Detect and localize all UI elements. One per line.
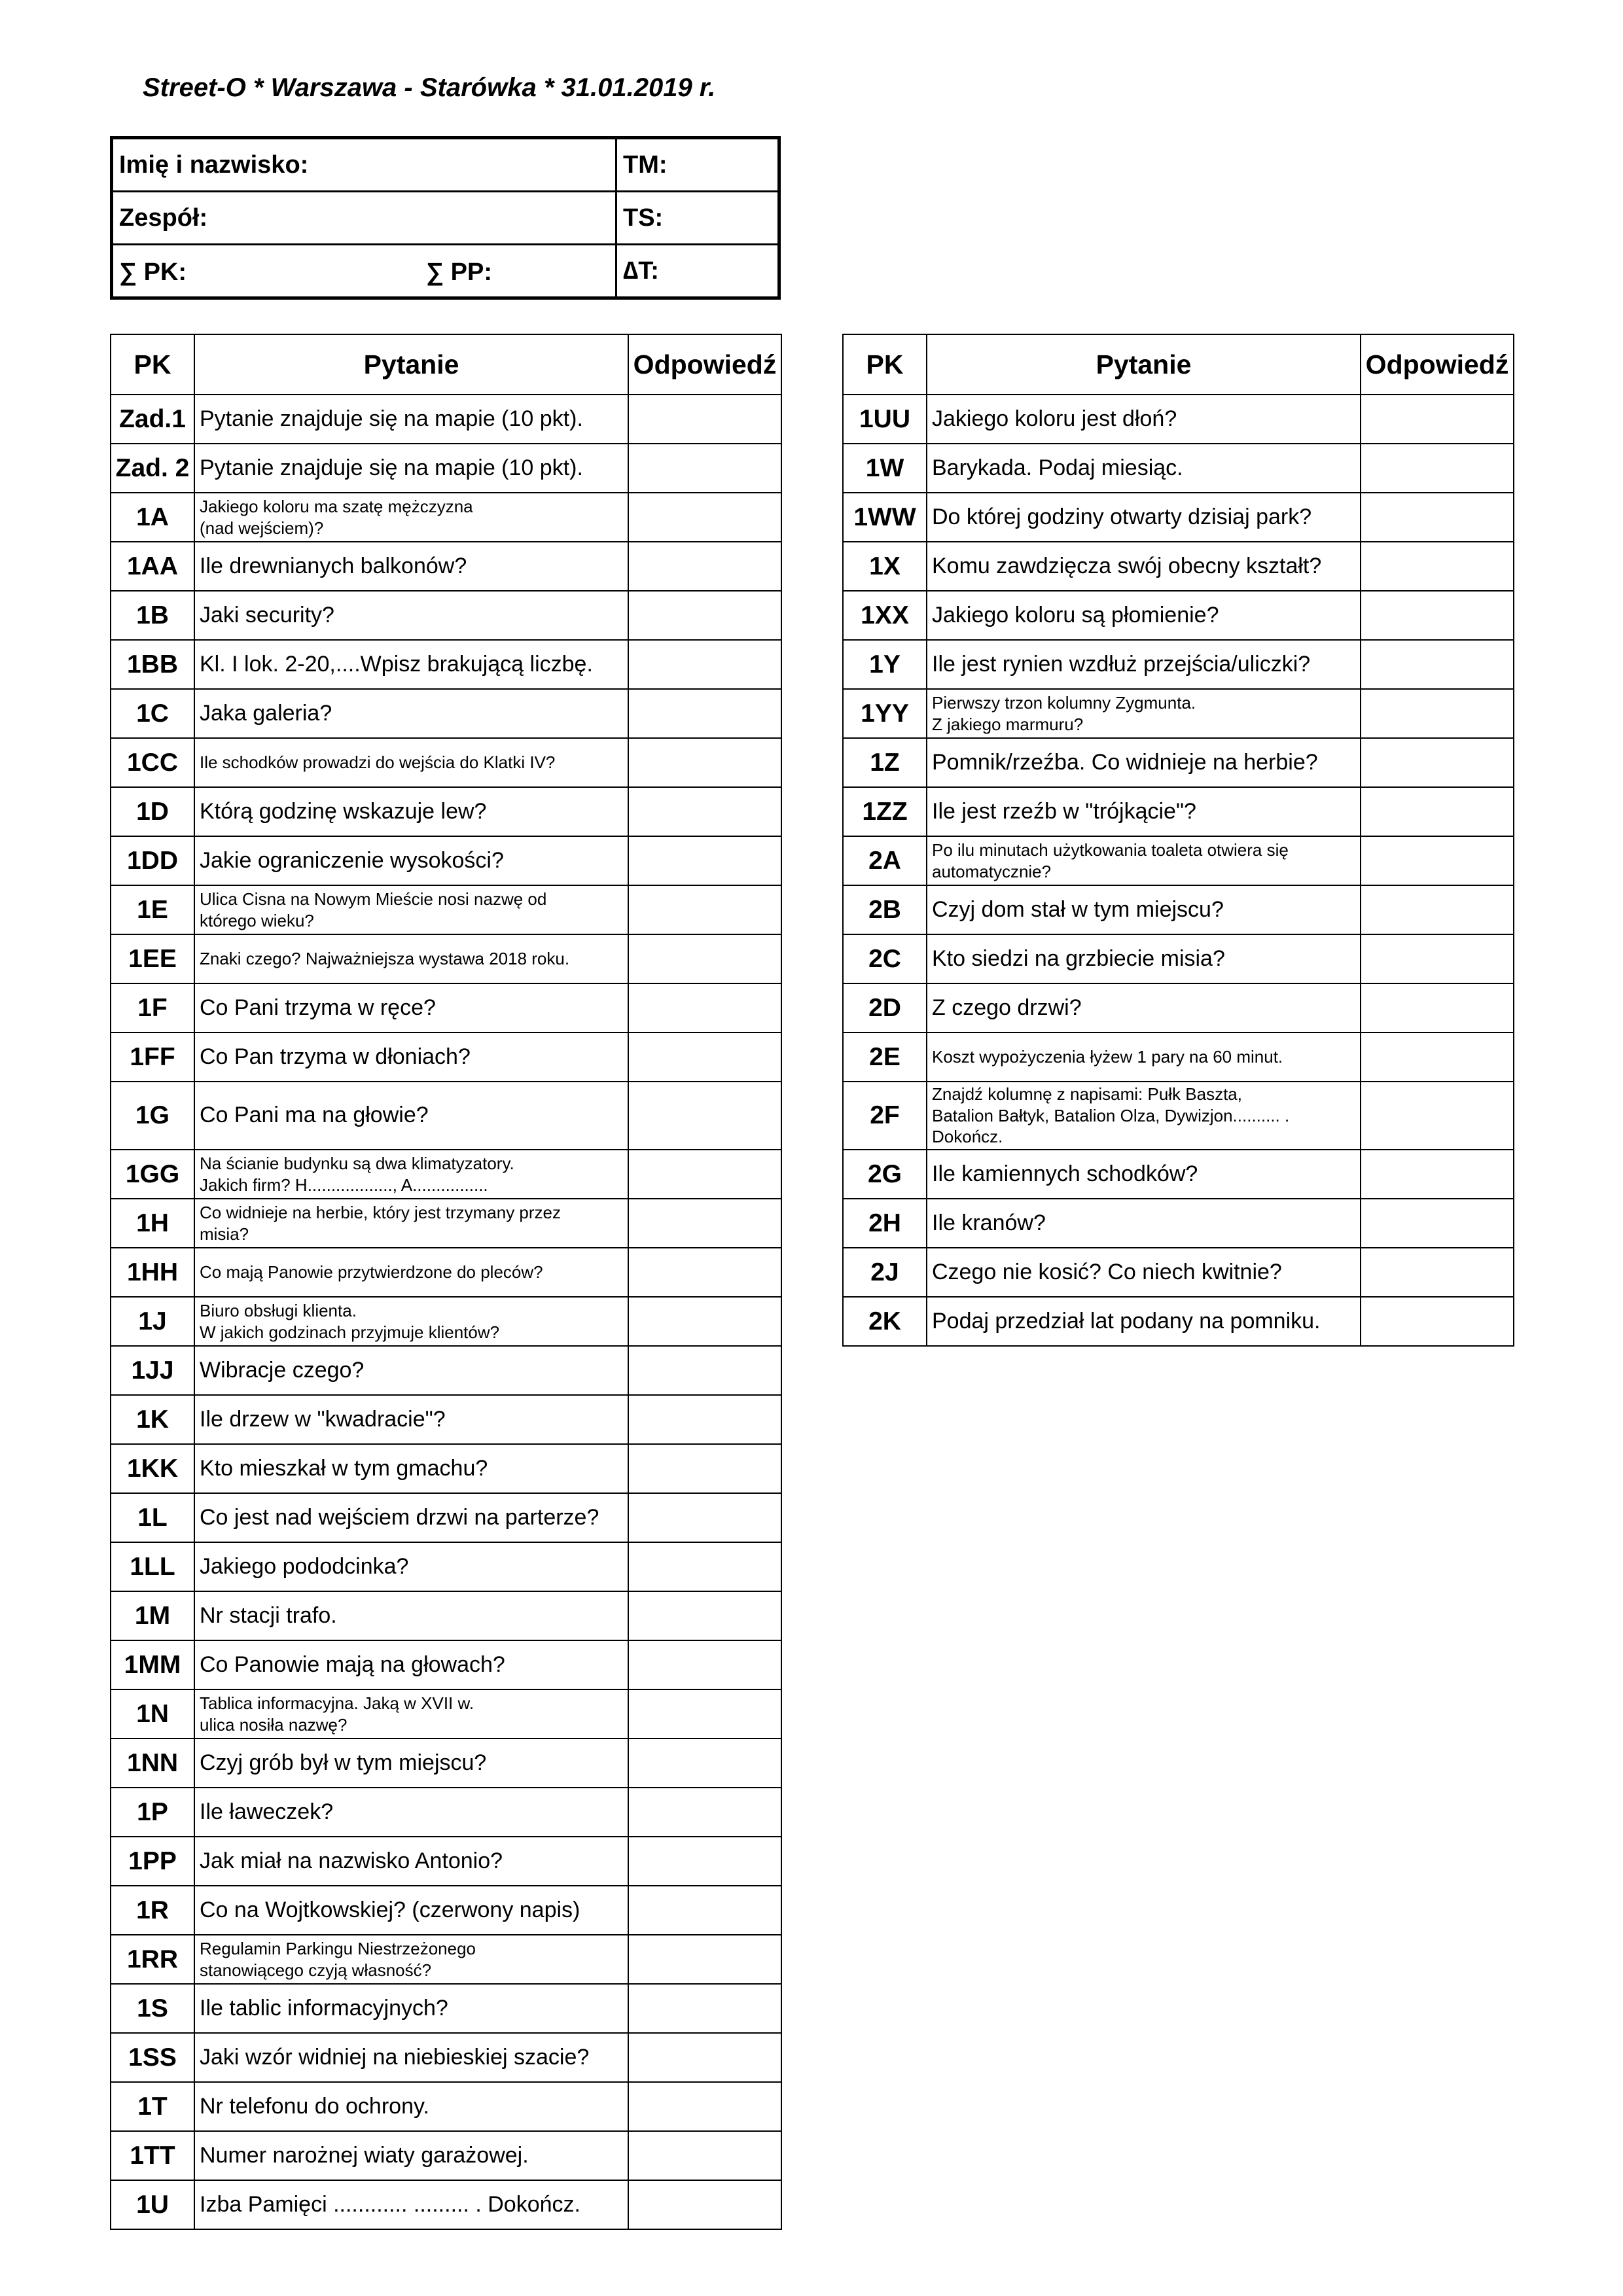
question-text: Ile kamiennych schodków? <box>927 1150 1361 1199</box>
question-text: Jakiego koloru jest dłoń? <box>927 395 1361 444</box>
checkpoint-code: 1KK <box>111 1444 194 1493</box>
question-row <box>843 1082 1514 1150</box>
answer-cell[interactable] <box>628 542 781 591</box>
question-row <box>111 493 781 542</box>
question-row <box>843 591 1514 640</box>
checkpoint-code: 1B <box>111 591 194 640</box>
answer-cell[interactable] <box>628 1640 781 1689</box>
answer-cell[interactable] <box>1361 787 1514 836</box>
question-text: Po ilu minutach użytkowania toaleta otwiera się automatycznie? <box>927 836 1361 885</box>
question-text: Co widnieje na herbie, który jest trzymany przez misia? <box>194 1199 628 1248</box>
tm-field[interactable] <box>616 138 779 192</box>
checkpoint-code: 1H <box>111 1199 194 1248</box>
answer-cell[interactable] <box>1361 640 1514 689</box>
answer-cell[interactable] <box>1361 1297 1514 1346</box>
question-text: Znajdź kolumnę z napisami: Pułk Baszta, Batalion Bałtyk, Batalion Olza, Dywizjon.......... . Dokończ. <box>927 1082 1361 1150</box>
answer-cell[interactable] <box>628 1837 781 1886</box>
checkpoint-code: 1GG <box>111 1150 194 1199</box>
name-label: Imię i nazwisko: <box>119 150 309 179</box>
checkpoint-code: 2E <box>843 1033 927 1082</box>
answer-cell[interactable] <box>628 2033 781 2082</box>
checkpoint-code: 2A <box>843 836 927 885</box>
question-row <box>111 1837 781 1886</box>
question-text: Co Pani ma na głowie? <box>194 1082 628 1150</box>
checkpoint-code: 2F <box>843 1082 927 1150</box>
ts-label: TS: <box>623 203 664 232</box>
checkpoint-code: 2H <box>843 1199 927 1248</box>
question-text: Jakie ograniczenie wysokości? <box>194 836 628 885</box>
question-row <box>843 493 1514 542</box>
question-row <box>111 2180 781 2229</box>
checkpoint-code: 1Y <box>843 640 927 689</box>
question-row <box>111 591 781 640</box>
answer-cell[interactable] <box>1361 689 1514 738</box>
checkpoint-code: 1NN <box>111 1739 194 1788</box>
question-text: Co Pani trzyma w ręce? <box>194 983 628 1033</box>
question-text: Pierwszy trzon kolumny Zygmunta. Z jakiego marmuru? <box>927 689 1361 738</box>
checkpoint-code: 1W <box>843 444 927 493</box>
question-text: Kto mieszkał w tym gmachu? <box>194 1444 628 1493</box>
question-text: Czyj dom stał w tym miejscu? <box>927 885 1361 934</box>
answer-cell[interactable] <box>628 1199 781 1248</box>
checkpoint-code: 1MM <box>111 1640 194 1689</box>
question-row <box>111 1886 781 1935</box>
answer-cell[interactable] <box>628 1444 781 1493</box>
answer-header: Odpowiedź <box>628 334 781 395</box>
checkpoint-code: 1X <box>843 542 927 591</box>
question-text: Numer narożnej wiaty garażowej. <box>194 2131 628 2180</box>
dt-label: ∆T: <box>623 256 659 285</box>
question-row <box>111 1346 781 1395</box>
question-row <box>111 934 781 983</box>
questions-table-right <box>842 334 1514 1347</box>
question-row <box>111 542 781 591</box>
question-row <box>111 1591 781 1640</box>
pk-header: PK <box>843 334 927 395</box>
answer-cell[interactable] <box>628 1493 781 1542</box>
answer-cell[interactable] <box>628 395 781 444</box>
question-text: Koszt wypożyczenia łyżew 1 pary na 60 minut. <box>927 1033 1361 1082</box>
question-text: Co mają Panowie przytwierdzone do pleców? <box>194 1248 628 1297</box>
answer-cell[interactable] <box>628 591 781 640</box>
answer-cell[interactable] <box>1361 1150 1514 1199</box>
question-row <box>843 395 1514 444</box>
answer-cell[interactable] <box>628 1297 781 1346</box>
answer-cell[interactable] <box>1361 1199 1514 1248</box>
checkpoint-code: 2K <box>843 1297 927 1346</box>
question-text: Wibracje czego? <box>194 1346 628 1395</box>
answer-cell[interactable] <box>628 1542 781 1591</box>
question-text: Co jest nad wejściem drzwi na parterze? <box>194 1493 628 1542</box>
question-text: Biuro obsługi klienta. W jakich godzinach przyjmuje klientów? <box>194 1297 628 1346</box>
checkpoint-code: 1L <box>111 1493 194 1542</box>
question-row <box>111 1935 781 1984</box>
question-text: Jaki security? <box>194 591 628 640</box>
question-row <box>111 1739 781 1788</box>
name-field[interactable] <box>112 138 616 192</box>
question-row <box>843 836 1514 885</box>
checkpoint-code: 1C <box>111 689 194 738</box>
answer-cell[interactable] <box>628 1689 781 1739</box>
checkpoint-code: 1Z <box>843 738 927 787</box>
answer-cell[interactable] <box>628 1346 781 1395</box>
answer-cell[interactable] <box>1361 542 1514 591</box>
answer-cell[interactable] <box>628 1886 781 1935</box>
question-row <box>111 444 781 493</box>
checkpoint-code: 1F <box>111 983 194 1033</box>
question-text: Pytanie znajduje się na mapie (10 pkt). <box>194 444 628 493</box>
question-text: Ile drewnianych balkonów? <box>194 542 628 591</box>
question-row <box>843 738 1514 787</box>
answer-cell[interactable] <box>1361 885 1514 934</box>
checkpoint-code: 1K <box>111 1395 194 1444</box>
answer-cell[interactable] <box>628 1082 781 1150</box>
checkpoint-code: 1DD <box>111 836 194 885</box>
question-row <box>111 1150 781 1199</box>
question-text: Pomnik/rzeźba. Co widnieje na herbie? <box>927 738 1361 787</box>
question-text: Na ścianie budynku są dwa klimatyzatory. Jakich firm? H.................., A................ <box>194 1150 628 1199</box>
question-text: Ile ławeczek? <box>194 1788 628 1837</box>
answer-cell[interactable] <box>1361 591 1514 640</box>
question-text: Jakiego pododcinka? <box>194 1542 628 1591</box>
question-row <box>111 885 781 934</box>
question-text: Ile kranów? <box>927 1199 1361 1248</box>
checkpoint-code: 1YY <box>843 689 927 738</box>
checkpoint-code: 2G <box>843 1150 927 1199</box>
checkpoint-code: 1T <box>111 2082 194 2131</box>
question-row <box>843 1248 1514 1297</box>
checkpoint-code: Zad.1 <box>111 395 194 444</box>
question-text: Komu zawdzięcza swój obecny kształt? <box>927 542 1361 591</box>
question-text: Co Pan trzyma w dłoniach? <box>194 1033 628 1082</box>
question-row <box>843 1199 1514 1248</box>
question-text: Do której godziny otwarty dzisiaj park? <box>927 493 1361 542</box>
checkpoint-code: 1HH <box>111 1248 194 1297</box>
question-row <box>111 395 781 444</box>
answer-cell[interactable] <box>628 689 781 738</box>
checkpoint-code: 1BB <box>111 640 194 689</box>
question-row <box>111 1395 781 1444</box>
checkpoint-code: 1P <box>111 1788 194 1837</box>
sum-pp-label: ∑ PP: <box>426 258 492 286</box>
answer-cell[interactable] <box>1361 738 1514 787</box>
pk-header: PK <box>111 334 194 395</box>
question-row <box>843 1033 1514 1082</box>
checkpoint-code: 1WW <box>843 493 927 542</box>
question-row <box>843 689 1514 738</box>
question-row <box>843 640 1514 689</box>
question-row <box>843 983 1514 1033</box>
sum-pk-label: ∑ PK: <box>119 258 187 286</box>
checkpoint-code: 2J <box>843 1248 927 1297</box>
question-text: Podaj przedział lat podany na pomniku. <box>927 1297 1361 1346</box>
question-text: Kl. I lok. 2-20,....Wpisz brakującą liczbę. <box>194 640 628 689</box>
checkpoint-code: 1M <box>111 1591 194 1640</box>
question-row <box>111 738 781 787</box>
checkpoint-code: 1TT <box>111 2131 194 2180</box>
checkpoint-code: 1PP <box>111 1837 194 1886</box>
checkpoint-code: 2B <box>843 885 927 934</box>
checkpoint-code: 1RR <box>111 1935 194 1984</box>
checkpoint-code: 1CC <box>111 738 194 787</box>
answer-cell[interactable] <box>1361 395 1514 444</box>
question-row <box>111 689 781 738</box>
answer-cell[interactable] <box>1361 1033 1514 1082</box>
question-text: Barykada. Podaj miesiąc. <box>927 444 1361 493</box>
question-text: Regulamin Parkingu Niestrzeżonego stanowiącego czyją własność? <box>194 1935 628 1984</box>
question-text: Co na Wojtkowskiej? (czerwony napis) <box>194 1886 628 1935</box>
question-row <box>111 1082 781 1150</box>
checkpoint-code: 1LL <box>111 1542 194 1591</box>
question-row <box>111 1033 781 1082</box>
answer-cell[interactable] <box>628 1788 781 1837</box>
checkpoint-code: 1N <box>111 1689 194 1739</box>
question-text: Jaki wzór widniej na niebieskiej szacie? <box>194 2033 628 2082</box>
answer-cell[interactable] <box>628 493 781 542</box>
question-row <box>843 934 1514 983</box>
question-row <box>111 1788 781 1837</box>
question-text: Czego nie kosić? Co niech kwitnie? <box>927 1248 1361 1297</box>
question-row <box>111 1984 781 2033</box>
question-row <box>843 1297 1514 1346</box>
question-text: Ile tablic informacyjnych? <box>194 1984 628 2033</box>
team-label: Zespół: <box>119 203 208 232</box>
question-row <box>111 1542 781 1591</box>
checkpoint-code: 1ZZ <box>843 787 927 836</box>
question-row <box>111 787 781 836</box>
answer-cell[interactable] <box>628 1935 781 1984</box>
answer-cell[interactable] <box>1361 1082 1514 1150</box>
checkpoint-code: 1J <box>111 1297 194 1346</box>
question-text: Izba Pamięci ............ ......... . Dokończ. <box>194 2180 628 2229</box>
question-row <box>111 836 781 885</box>
question-row <box>111 1640 781 1689</box>
answer-cell[interactable] <box>628 1248 781 1297</box>
question-row <box>843 542 1514 591</box>
question-text: Jakiego koloru są płomienie? <box>927 591 1361 640</box>
question-text: Nr telefonu do ochrony. <box>194 2082 628 2131</box>
checkpoint-code: 2D <box>843 983 927 1033</box>
question-text: Nr stacji trafo. <box>194 1591 628 1640</box>
answer-cell[interactable] <box>628 983 781 1033</box>
question-row <box>111 640 781 689</box>
answer-header: Odpowiedź <box>1361 334 1514 395</box>
question-row <box>111 2131 781 2180</box>
checkpoint-code: 1D <box>111 787 194 836</box>
answer-cell[interactable] <box>1361 934 1514 983</box>
question-row <box>843 1150 1514 1199</box>
checkpoint-code: 1SS <box>111 2033 194 2082</box>
question-header: Pytanie <box>194 334 628 395</box>
checkpoint-code: 1G <box>111 1082 194 1150</box>
questions-table-left <box>110 334 782 2230</box>
answer-cell[interactable] <box>1361 836 1514 885</box>
checkpoint-code: 1A <box>111 493 194 542</box>
answer-cell[interactable] <box>628 1984 781 2033</box>
question-row <box>111 2033 781 2082</box>
answer-cell[interactable] <box>628 444 781 493</box>
answer-cell[interactable] <box>1361 444 1514 493</box>
answer-cell[interactable] <box>1361 983 1514 1033</box>
question-text: Pytanie znajduje się na mapie (10 pkt). <box>194 395 628 444</box>
question-text: Tablica informacyjna. Jaką w XVII w. ulica nosiła nazwę? <box>194 1689 628 1739</box>
checkpoint-code: 1FF <box>111 1033 194 1082</box>
checkpoint-code: 1E <box>111 885 194 934</box>
question-text: Czyj grób był w tym miejscu? <box>194 1739 628 1788</box>
answer-cell[interactable] <box>628 1591 781 1640</box>
question-row <box>111 1493 781 1542</box>
answer-cell[interactable] <box>628 640 781 689</box>
question-text: Ile drzew w "kwadracie"? <box>194 1395 628 1444</box>
question-text: Z czego drzwi? <box>927 983 1361 1033</box>
question-text: Jaka galeria? <box>194 689 628 738</box>
question-row <box>111 1444 781 1493</box>
question-row <box>843 444 1514 493</box>
answer-cell[interactable] <box>628 1395 781 1444</box>
answer-cell[interactable] <box>628 934 781 983</box>
answer-cell[interactable] <box>628 2180 781 2229</box>
participant-info-box <box>110 136 781 300</box>
answer-cell[interactable] <box>628 885 781 934</box>
checkpoint-code: 1JJ <box>111 1346 194 1395</box>
answer-cell[interactable] <box>628 2082 781 2131</box>
question-text: Ulica Cisna na Nowym Mieście nosi nazwę od którego wieku? <box>194 885 628 934</box>
question-text: Jak miał na nazwisko Antonio? <box>194 1837 628 1886</box>
answer-cell[interactable] <box>628 1150 781 1199</box>
question-row <box>111 983 781 1033</box>
question-text: Znaki czego? Najważniejsza wystawa 2018 roku. <box>194 934 628 983</box>
answer-cell[interactable] <box>1361 493 1514 542</box>
question-row <box>111 1297 781 1346</box>
answer-cell[interactable] <box>628 738 781 787</box>
answer-cell[interactable] <box>628 2131 781 2180</box>
checkpoint-code: 1S <box>111 1984 194 2033</box>
question-row <box>111 2082 781 2131</box>
question-header: Pytanie <box>927 334 1361 395</box>
question-row <box>843 885 1514 934</box>
checkpoint-code: 1XX <box>843 591 927 640</box>
question-text: Kto siedzi na grzbiecie misia? <box>927 934 1361 983</box>
checkpoint-code: 1UU <box>843 395 927 444</box>
answer-cell[interactable] <box>628 1033 781 1082</box>
question-text: Co Panowie mają na głowach? <box>194 1640 628 1689</box>
question-text: Ile jest rzeźb w "trójkącie"? <box>927 787 1361 836</box>
question-row <box>111 1248 781 1297</box>
document-title: Street-O * Warszawa - Starówka * 31.01.2019 r. <box>143 73 716 102</box>
question-text: Ile schodków prowadzi do wejścia do Klatki IV? <box>194 738 628 787</box>
ts-field[interactable] <box>616 192 779 245</box>
team-field[interactable] <box>112 192 616 245</box>
answer-cell[interactable] <box>628 1739 781 1788</box>
answer-cell[interactable] <box>1361 1248 1514 1297</box>
checkpoint-code: 1R <box>111 1886 194 1935</box>
question-row <box>111 1199 781 1248</box>
answer-cell[interactable] <box>628 787 781 836</box>
question-text: Ile jest rynien wzdłuż przejścia/uliczki? <box>927 640 1361 689</box>
question-row <box>111 1689 781 1739</box>
checkpoint-code: 1AA <box>111 542 194 591</box>
tm-label: TM: <box>623 150 668 179</box>
answer-cell[interactable] <box>628 836 781 885</box>
checkpoint-code: 2C <box>843 934 927 983</box>
question-text: Jakiego koloru ma szatę mężczyzna (nad wejściem)? <box>194 493 628 542</box>
checkpoint-code: Zad. 2 <box>111 444 194 493</box>
question-text: Którą godzinę wskazuje lew? <box>194 787 628 836</box>
sums-field[interactable] <box>112 245 616 298</box>
dt-field[interactable] <box>616 245 779 298</box>
question-row <box>843 787 1514 836</box>
checkpoint-code: 1U <box>111 2180 194 2229</box>
checkpoint-code: 1EE <box>111 934 194 983</box>
